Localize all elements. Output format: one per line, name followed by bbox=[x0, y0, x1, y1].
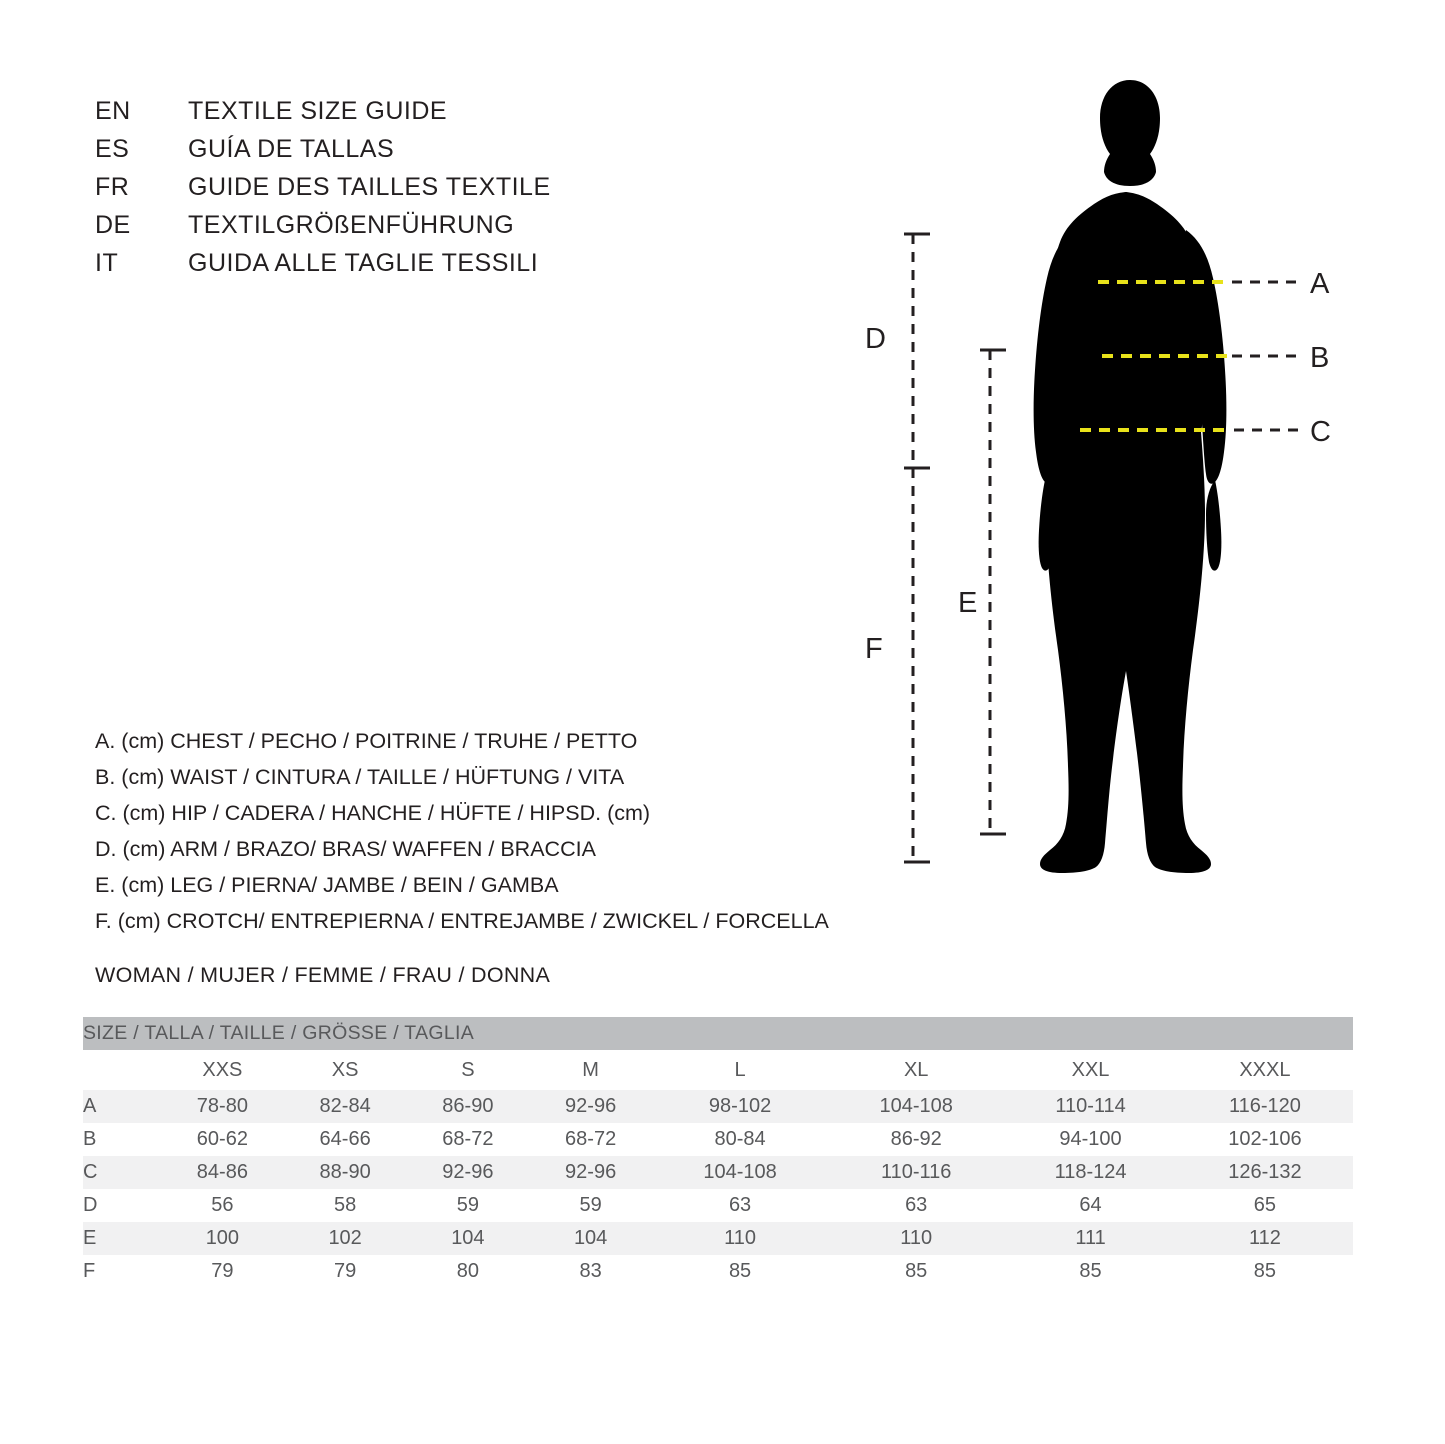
table-size-header-row bbox=[83, 1050, 1353, 1090]
title-text-es: GUÍA DE TALLAS bbox=[188, 135, 395, 163]
cell-e-l: 110 bbox=[652, 1222, 828, 1255]
label-hip: C bbox=[1310, 416, 1331, 448]
title-lang-fr: FR bbox=[95, 173, 130, 201]
title-lang-en: EN bbox=[95, 97, 131, 125]
cell-d-xxl: 64 bbox=[1079, 1194, 1102, 1216]
legend-block bbox=[95, 723, 925, 939]
cell-c-m: 92-96 bbox=[529, 1156, 652, 1189]
cell-f-xxl: 85 bbox=[1079, 1260, 1102, 1282]
cell-c-xxs: 84-86 bbox=[161, 1156, 284, 1189]
title-text-fr: GUIDE DES TAILLES TEXTILE bbox=[188, 173, 551, 201]
title-text-en: TEXTILE SIZE GUIDE bbox=[188, 97, 448, 125]
cell-c-xxl: 118-124 bbox=[1004, 1156, 1177, 1189]
title-text-de: TEXTILGRÖßENFÜHRUNG bbox=[188, 211, 515, 239]
label-arm: D bbox=[865, 323, 886, 355]
table-row bbox=[83, 1222, 1353, 1255]
cell-b-xxl: 94-100 bbox=[1059, 1128, 1122, 1150]
table-row bbox=[83, 1156, 1353, 1189]
cell-b-xxxl: 102-106 bbox=[1228, 1128, 1302, 1150]
cell-f-l: 85 bbox=[728, 1260, 752, 1282]
table-row bbox=[83, 1090, 1353, 1123]
leg-bracket bbox=[980, 350, 1006, 834]
title-row bbox=[95, 168, 735, 206]
cell-e-m: 104 bbox=[529, 1222, 652, 1255]
size-col-xs: XS bbox=[284, 1050, 407, 1090]
cell-d-xs: 58 bbox=[334, 1194, 357, 1216]
legend-item-waist: B. (cm) WAIST / CINTURA / TAILLE / HÜFTUNG / VITA bbox=[95, 765, 625, 789]
table-row bbox=[83, 1255, 1353, 1288]
cell-e-xs: 102 bbox=[284, 1222, 407, 1255]
title-block bbox=[95, 92, 735, 282]
legend-item-chest: A. (cm) CHEST / PECHO / POITRINE / TRUHE / PETTO bbox=[95, 729, 638, 753]
row-label-a: A bbox=[83, 1090, 161, 1123]
title-row bbox=[95, 206, 735, 244]
female-silhouette bbox=[1034, 80, 1227, 873]
cell-b-xl: 86-92 bbox=[890, 1128, 942, 1150]
title-lang-de: DE bbox=[95, 211, 131, 239]
size-col-xl: XL bbox=[828, 1050, 1004, 1090]
size-col-xxs: XXS bbox=[161, 1050, 284, 1090]
cell-b-xs: 64-66 bbox=[319, 1128, 371, 1150]
legend-item-crotch: F. (cm) CROTCH/ ENTREPIERNA / ENTREJAMBE / ZWICKEL / FORCELLA bbox=[95, 909, 829, 933]
title-lang-es: ES bbox=[95, 135, 130, 163]
label-waist: B bbox=[1310, 342, 1330, 374]
cell-f-m: 83 bbox=[579, 1260, 602, 1282]
size-table bbox=[83, 1017, 1353, 1288]
cell-f-xxxl: 85 bbox=[1253, 1260, 1277, 1282]
size-col-s: S bbox=[407, 1050, 530, 1090]
cell-e-s: 104 bbox=[407, 1222, 530, 1255]
table-corner-cell bbox=[83, 1050, 161, 1090]
cell-d-xxxl: 65 bbox=[1253, 1194, 1277, 1216]
cell-a-xxs: 78-80 bbox=[161, 1090, 284, 1123]
cell-c-l: 104-108 bbox=[652, 1156, 828, 1189]
title-text-it: GUIDA ALLE TAGLIE TESSILI bbox=[188, 249, 539, 277]
cell-b-xxs: 60-62 bbox=[196, 1128, 248, 1150]
legend-item-hip: C. (cm) HIP / CADERA / HANCHE / HÜFTE / HIPSD. (cm) bbox=[95, 801, 651, 825]
table-band-label: SIZE / TALLA / TAILLE / GRÖSSE / TAGLIA bbox=[83, 1017, 1353, 1050]
title-row bbox=[95, 130, 735, 168]
cell-c-s: 92-96 bbox=[407, 1156, 530, 1189]
label-chest: A bbox=[1310, 268, 1330, 300]
cell-a-xs: 82-84 bbox=[284, 1090, 407, 1123]
cell-d-xxs: 56 bbox=[211, 1194, 234, 1216]
cell-a-xxxl: 116-120 bbox=[1177, 1090, 1353, 1123]
cell-b-s: 68-72 bbox=[442, 1128, 494, 1150]
arm-bracket bbox=[904, 234, 930, 468]
cell-d-l: 63 bbox=[728, 1194, 752, 1216]
size-col-xxl: XXL bbox=[1004, 1050, 1177, 1090]
cell-d-m: 59 bbox=[579, 1194, 602, 1216]
cell-d-xl: 63 bbox=[905, 1194, 928, 1216]
row-label-b: B bbox=[83, 1128, 97, 1150]
cell-a-xl: 104-108 bbox=[828, 1090, 1004, 1123]
cell-a-xxl: 110-114 bbox=[1004, 1090, 1177, 1123]
cell-f-xxs: 79 bbox=[211, 1260, 234, 1282]
table-row bbox=[83, 1189, 1353, 1222]
legend-item-arm: D. (cm) ARM / BRAZO/ BRAS/ WAFFEN / BRACCIA bbox=[95, 837, 596, 861]
cell-f-s: 80 bbox=[456, 1260, 479, 1282]
cell-b-m: 68-72 bbox=[565, 1128, 617, 1150]
row-label-f: F bbox=[83, 1260, 96, 1282]
cell-d-s: 59 bbox=[456, 1194, 479, 1216]
cell-c-xs: 88-90 bbox=[284, 1156, 407, 1189]
row-label-e: E bbox=[83, 1222, 161, 1255]
cell-f-xl: 85 bbox=[905, 1260, 928, 1282]
label-leg: E bbox=[958, 587, 978, 619]
label-crotch: F bbox=[865, 633, 883, 665]
cell-a-l: 98-102 bbox=[652, 1090, 828, 1123]
gender-label: WOMAN / MUJER / FEMME / FRAU / DONNA bbox=[95, 963, 551, 987]
cell-e-xxs: 100 bbox=[161, 1222, 284, 1255]
cell-c-xxxl: 126-132 bbox=[1177, 1156, 1353, 1189]
row-label-d: D bbox=[83, 1194, 98, 1216]
size-col-l: L bbox=[652, 1050, 828, 1090]
cell-e-xxxl: 112 bbox=[1177, 1222, 1353, 1255]
size-col-m: M bbox=[529, 1050, 652, 1090]
cell-c-xl: 110-116 bbox=[828, 1156, 1004, 1189]
table-header-band bbox=[83, 1017, 1353, 1050]
title-row bbox=[95, 92, 735, 130]
cell-a-m: 92-96 bbox=[529, 1090, 652, 1123]
table-row bbox=[83, 1123, 1353, 1156]
row-label-c: C bbox=[83, 1156, 161, 1189]
cell-f-xs: 79 bbox=[334, 1260, 357, 1282]
size-col-xxxl: XXXL bbox=[1177, 1050, 1353, 1090]
cell-b-l: 80-84 bbox=[714, 1128, 766, 1150]
title-row bbox=[95, 244, 735, 282]
title-lang-it: IT bbox=[95, 249, 119, 277]
cell-a-s: 86-90 bbox=[407, 1090, 530, 1123]
cell-e-xl: 110 bbox=[828, 1222, 1004, 1255]
cell-e-xxl: 111 bbox=[1004, 1222, 1177, 1255]
legend-item-leg: E. (cm) LEG / PIERNA/ JAMBE / BEIN / GAMBA bbox=[95, 873, 559, 897]
